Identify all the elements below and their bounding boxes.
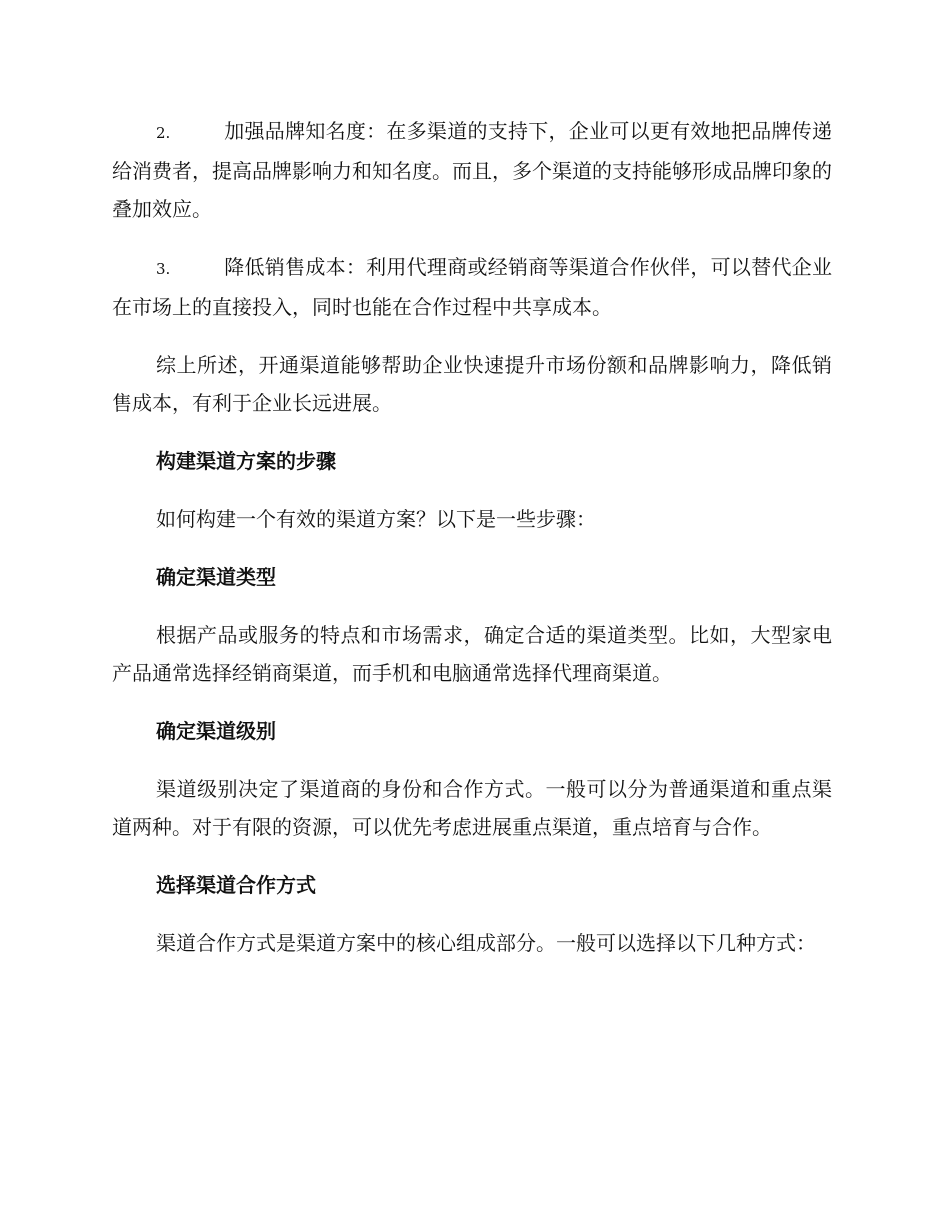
- step-heading-cooperation-mode: 选择渠道合作方式: [156, 873, 316, 897]
- step-heading-channel-level: 确定渠道级别: [156, 719, 276, 743]
- list-item-brand-awareness: [112, 112, 832, 228]
- step-heading-channel-type: 确定渠道类型: [156, 565, 276, 589]
- list-item-reduce-cost: [112, 248, 832, 326]
- summary-paragraph: 综上所述，开通渠道能够帮助企业快速提升市场份额和品牌影响力，降低销售成本，有利于企业长远进展。: [112, 353, 832, 415]
- step-text-cooperation-mode: 渠道合作方式是渠道方案中的核心组成部分。一般可以选择以下几种方式：: [156, 931, 816, 955]
- step-text-channel-type: 根据产品或服务的特点和市场需求，确定合适的渠道类型。比如，大型家电产品通常选择经销商渠道，而手机和电脑通常选择代理商渠道。: [112, 623, 832, 685]
- step-text-channel-level: 渠道级别决定了渠道商的身份和合作方式。一般可以分为普通渠道和重点渠道两种。对于有限的资源，可以优先考虑进展重点渠道，重点培育与合作。: [112, 777, 832, 839]
- list-number: 3.: [156, 260, 171, 278]
- section-intro: 如何构建一个有效的渠道方案？以下是一些步骤：: [156, 507, 596, 531]
- list-number: 2.: [156, 124, 171, 142]
- list-item-text: 加强品牌知名度：在多渠道的支持下，企业可以更有效地把品牌传递给消费者，提高品牌影响力和知名度。而且，多个渠道的支持能够形成品牌印象的叠加效应。: [112, 119, 832, 221]
- section-heading: 构建渠道方案的步骤: [156, 449, 336, 473]
- list-item-text: 降低销售成本：利用代理商或经销商等渠道合作伙伴，可以替代企业在市场上的直接投入，同时也能在合作过程中共享成本。: [112, 255, 832, 319]
